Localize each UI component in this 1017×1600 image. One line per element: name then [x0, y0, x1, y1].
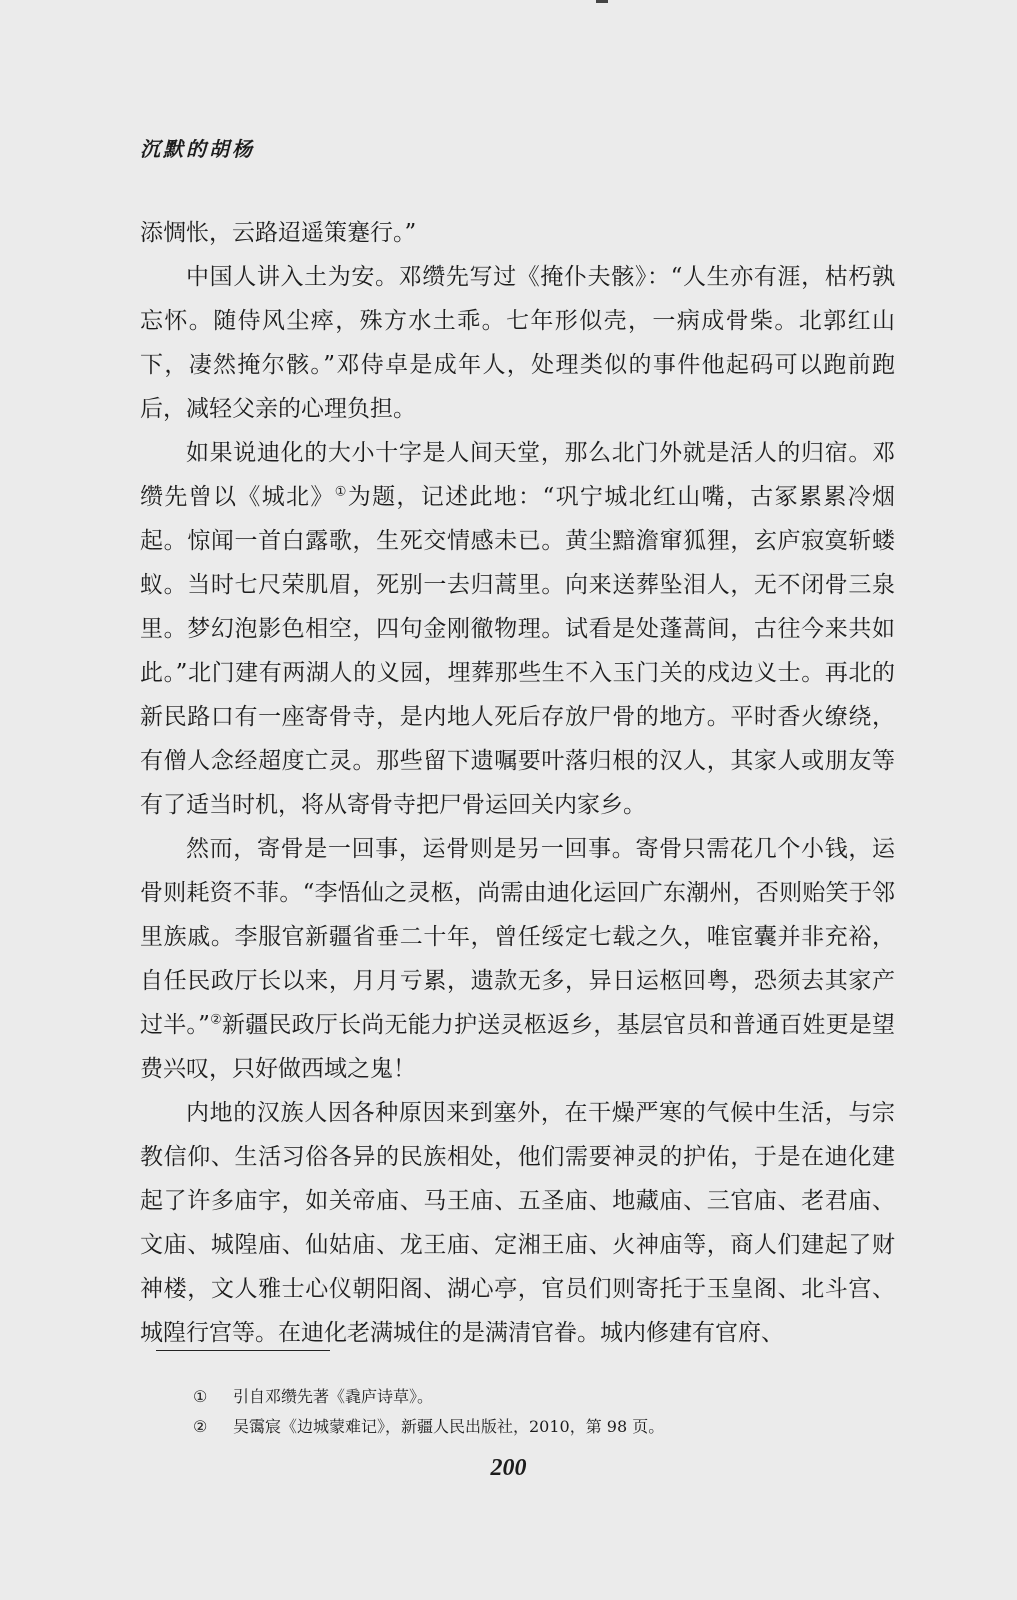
footnote-mark: ①: [193, 1387, 208, 1406]
paragraph-text: 新疆民政厅长尚无能力护送灵柩返乡，基层官员和普通百姓更是望费兴叹，只好做西域之鬼！: [140, 1012, 896, 1082]
page-number: 200: [490, 1455, 527, 1481]
paragraph: [140, 431, 895, 827]
footnote-divider: [156, 1350, 330, 1351]
footnote-mark: ②: [193, 1417, 208, 1436]
footnote-ref[interactable]: ①: [334, 484, 348, 500]
paragraph: 内地的汉族人因各种原因来到塞外，在干燥严寒的气候中生活，与宗教信仰、生活习俗各异的民族相处，他们需要神灵的护佑，于是在迪化建起了许多庙宇，如关帝庙、马王庙、五圣庙、地藏庙、三官庙、老君庙、文庙、城隍庙、仙姑庙、龙王庙、定湘王庙、火神庙等，商人们建起了财神楼，文人雅士心仪朝阳阁、湖心亭，官员们则寄托于玉皇阁、北斗宫、城隍行宫等。在迪化老满城住的是满清官眷。城内修建有官府、: [140, 1100, 895, 1346]
footnote: [193, 1412, 913, 1442]
paragraph: [140, 827, 895, 1091]
footnotes: [193, 1382, 913, 1442]
paragraph: 添惆怅，云路迢遥策蹇行。”: [140, 220, 417, 246]
paragraph-text: 如果说迪化的大小十字是人间天堂，那么北门外就是活人的归宿。邓缵先曾以《城北》: [140, 440, 895, 510]
footnote-text: 吴霭宸《边城蒙难记》，新疆人民出版社，2010，第 98 页。: [233, 1417, 665, 1436]
footnote-text: 引自邓缵先著《毳庐诗草》。: [233, 1387, 434, 1406]
paragraph-text: 为题，记述此地：“巩宁城北红山嘴，古冢累累冷烟起。惊闻一首白露歌，生死交情感未已。黄尘黯澹窜狐狸，玄庐寂寞斩蝼蚁。当时七尺荣肌眉，死别一去归蒿里。向来送葬坠泪人，无不闭骨三泉里。梦幻泡影色相空，四句金刚徹物理。试看是处蓬蒿间，古往今来共如此。”北门建有两湖人的义园，埋葬那些生不入玉门关的戍边义士。再北的新民路口有一座寄骨寺，是内地人死后存放尸骨的地方。平时香火缭绕，有僧人念经超度亡灵。那些留下遗嘱要叶落归根的汉人，其家人或朋友等有了适当时机，将从寄骨寺把尸骨运回关内家乡。: [140, 484, 895, 818]
footnote-ref[interactable]: ②: [209, 1012, 222, 1028]
footnote: [193, 1382, 913, 1412]
body-text: [140, 211, 895, 1355]
paragraph: 中国人讲入土为安。邓缵先写过《掩仆夫骸》：“人生亦有涯，枯朽孰忘怀。随侍风尘瘁，殊方水土乖。七年形似壳，一病成骨柴。北郭红山下，凄然掩尔骸。”邓侍卓是成年人，处理类似的事件他起码可以跑前跑后，减轻父亲的心理负担。: [140, 264, 895, 422]
running-header: 沉默的胡杨: [140, 137, 255, 161]
page-top-mark: [596, 0, 608, 3]
paragraph-text: 然而，寄骨是一回事，运骨则是另一回事。寄骨只需花几个小钱，运骨则耗资不菲。“李悟仙之灵柩，尚需由迪化运回广东潮州，否则贻笑于邻里族戚。李服官新疆省垂二十年，曾任绥定七载之久，唯宦囊并非充裕，自任民政厅长以来，月月亏累，遗款无多，异日运柩回粤，恐须去其家产过半。”: [140, 836, 895, 1038]
